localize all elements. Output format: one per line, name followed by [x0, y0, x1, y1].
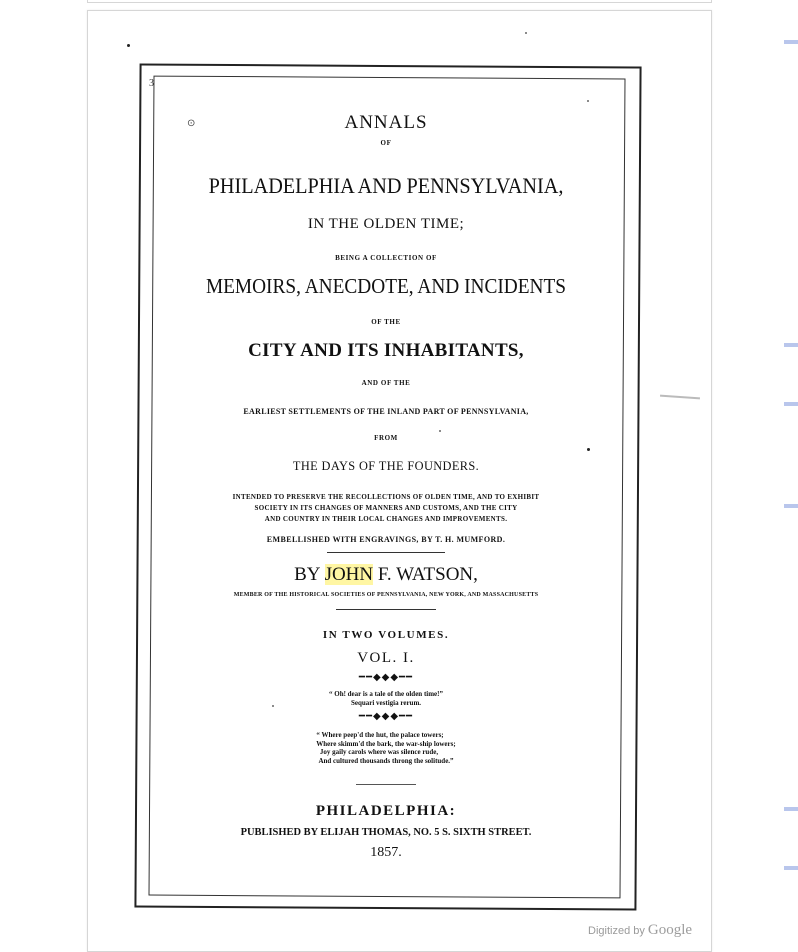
intended-line-3: AND COUNTRY IN THEIR LOCAL CHANGES AND IMPROVEMENTS. — [264, 515, 508, 523]
author-line — [151, 564, 621, 586]
volume-number: VOL. I. — [357, 650, 415, 666]
title-page-scan — [87, 10, 710, 940]
scan-speck — [439, 430, 441, 432]
member-line: MEMBER OF THE HISTORICAL SOCIETIES OF PENNSYLVANIA, NEW YORK, AND MASSACHUSETTS — [233, 592, 539, 598]
of-line: OF — [380, 139, 392, 147]
memoirs-line: MEMOIRS, ANECDOTE, AND INCIDENTS — [205, 274, 567, 298]
rule-2 — [336, 609, 436, 610]
imprint-year: 1857. — [370, 845, 402, 860]
and-of-the-line: AND OF THE — [361, 379, 411, 387]
city-line: CITY AND ITS INHABITANTS, — [248, 340, 524, 361]
of-the-line: OF THE — [371, 318, 401, 326]
scan-speck — [587, 100, 589, 102]
founders-line: THE DAYS OF THE FOUNDERS. — [292, 458, 480, 473]
author-rest: F. WATSON, — [377, 564, 478, 585]
scroll-marker[interactable] — [784, 402, 798, 406]
volumes-line: IN TWO VOLUMES. — [322, 629, 450, 641]
imprint-city: PHILADELPHIA: — [315, 803, 457, 819]
embellished-line: EMBELLISHED WITH ENGRAVINGS, BY T. H. MUMFORD. — [266, 535, 506, 544]
earliest-line: EARLIEST SETTLEMENTS OF THE INLAND PART OF PENNSYLVANIA, — [243, 407, 529, 416]
annals-heading: ANNALS — [344, 112, 428, 133]
intended-line-2: SOCIETY IN ITS CHANGES OF MANNERS AND CUSTOMS, AND THE CITY — [254, 504, 518, 512]
google-logo-text: Google — [647, 922, 693, 938]
verse-line-1: “ Where peep'd the hut, the palace towers; — [316, 731, 444, 739]
digitized-by-text: Digitized by — [588, 925, 645, 937]
scan-speck — [587, 448, 590, 451]
scan-speck — [127, 44, 130, 47]
scroll-marker[interactable] — [784, 807, 798, 811]
scroll-marker[interactable] — [784, 40, 798, 44]
verse-line-3: Joy gaily carols where was silence rude, — [319, 748, 439, 756]
scroll-marker[interactable] — [784, 504, 798, 508]
rule-1 — [327, 552, 445, 553]
publisher-line: PUBLISHED BY ELIJAH THOMAS, NO. 5 S. SIXTH STREET. — [240, 826, 532, 838]
main-title: PHILADELPHIA AND PENNSYLVANIA, — [208, 173, 564, 198]
page-number: 3 — [149, 78, 154, 89]
google-watermark — [588, 922, 692, 939]
verse-line-4: And cultured thousands throng the solitude.” — [318, 756, 454, 765]
ornament-divider-1: ━━◆◆◆━━ — [358, 672, 414, 683]
from-line: FROM — [374, 434, 398, 442]
quote-line-1: “ Oh! dear is a tale of the olden time!” — [329, 690, 443, 698]
ornament-divider-2: ━━◆◆◆━━ — [358, 711, 414, 722]
circle-mark-icon: ⊙ — [187, 118, 196, 129]
scan-speck — [525, 32, 527, 34]
verse-block — [151, 731, 621, 765]
verse-line-2: Where skimm'd the bark, the war-ship lowers; — [316, 739, 456, 748]
subtitle-olden-time: IN THE OLDEN TIME; — [307, 216, 465, 232]
scan-speck — [272, 705, 274, 707]
intended-line-1: INTENDED TO PRESERVE THE RECOLLECTIONS OF OLDEN TIME, AND TO EXHIBIT — [232, 493, 540, 501]
being-line: BEING A COLLECTION OF — [335, 254, 437, 262]
quote-line-2: Sequari vestigia rerum. — [350, 699, 422, 707]
scroll-marker[interactable] — [784, 866, 798, 870]
scroll-marker[interactable] — [784, 343, 798, 347]
author-by: BY — [294, 564, 320, 585]
wavy-rule — [356, 784, 416, 785]
author-first-name: JOHN — [324, 564, 374, 585]
previous-page-edge — [87, 0, 712, 3]
title-page-content — [151, 77, 621, 895]
